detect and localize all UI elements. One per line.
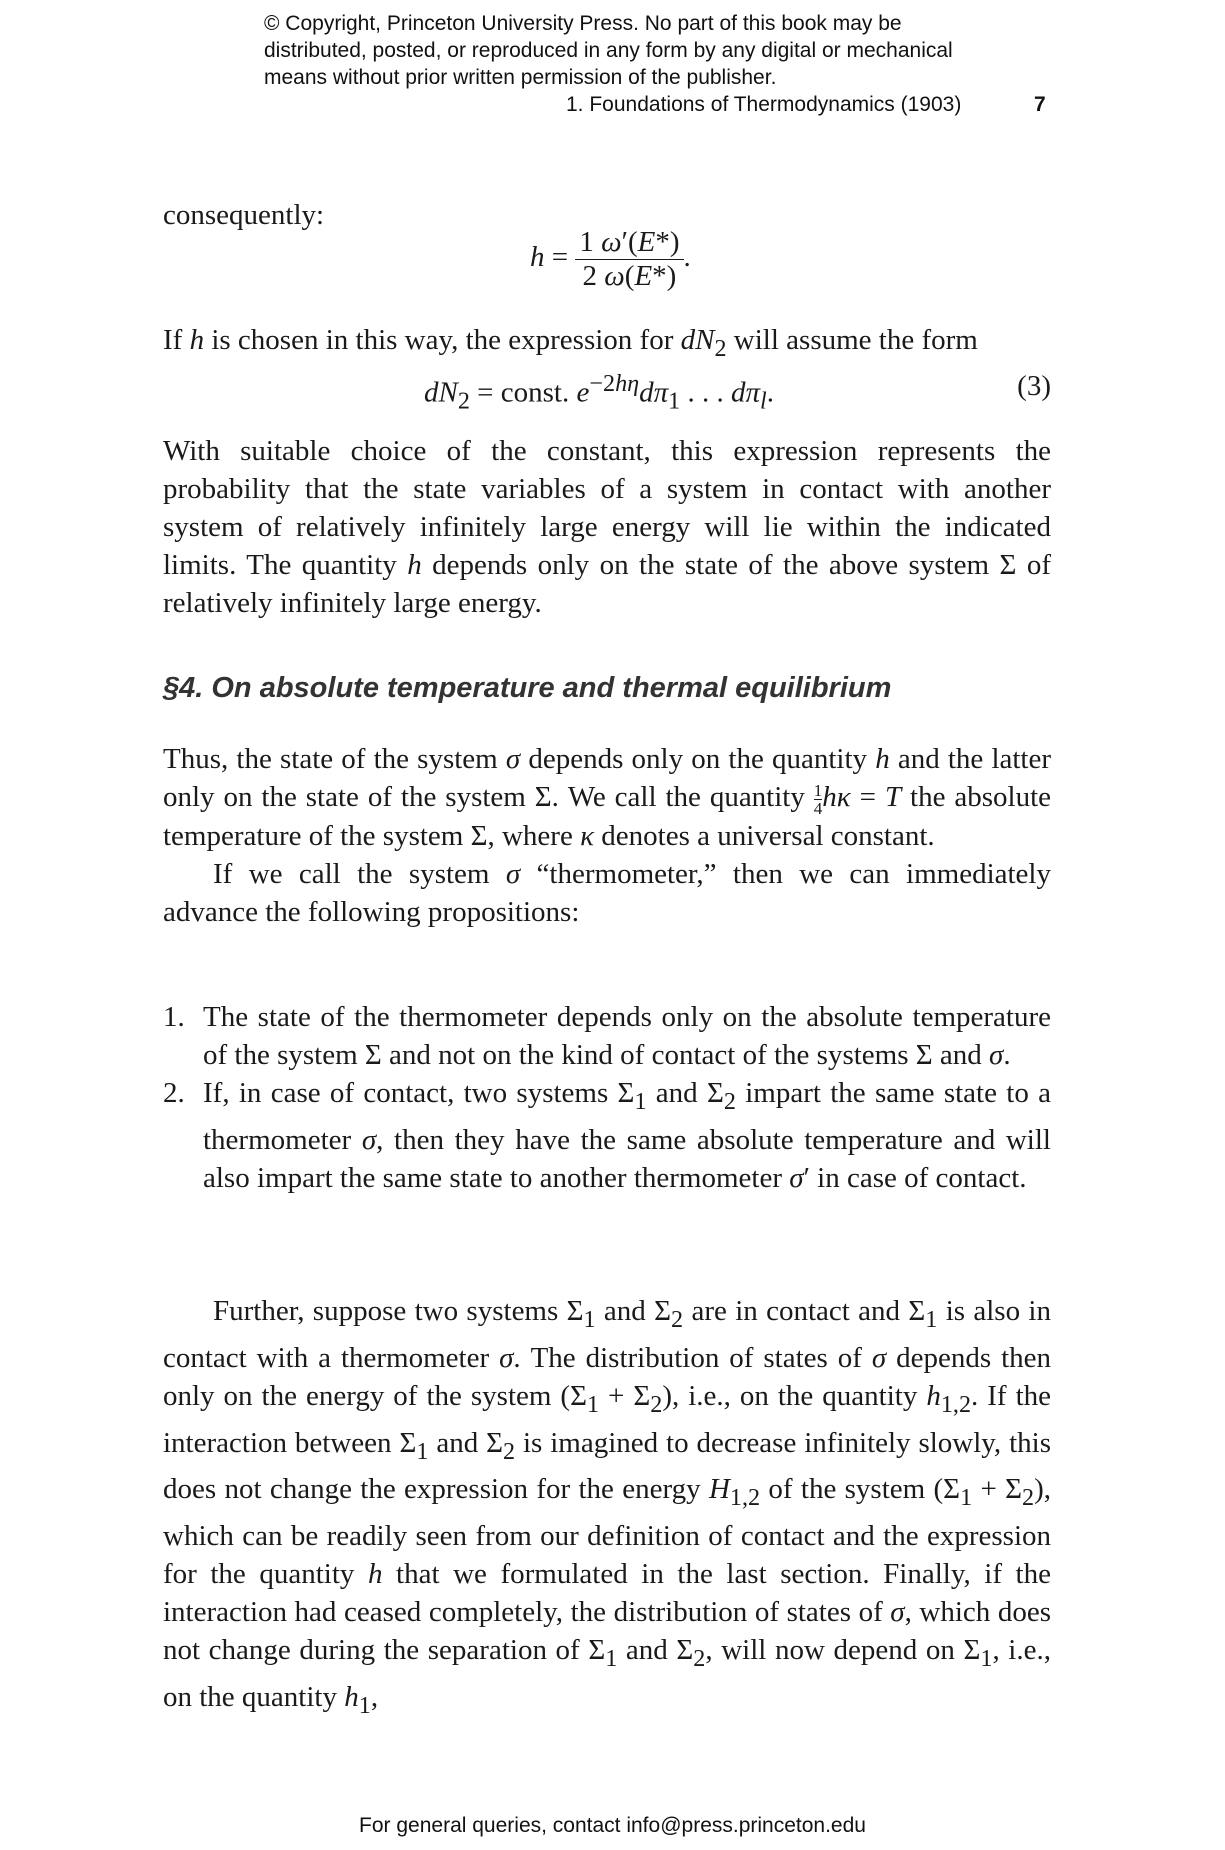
- page-number: 7: [1034, 93, 1046, 116]
- footer-contact: For general queries, contact info@press.princeton.edu: [359, 1814, 866, 1837]
- equation-number: (3): [1017, 370, 1051, 402]
- equation-3: $dN_2$ = const. $e^{-2h\eta}d\pi_1$ . . . $d\pi_l$.: [424, 370, 774, 415]
- list-item: 2. If, in case of contact, two systems $\Sigma_1$ and $\Sigma_2$ impart the same state to a thermometer σ, then they have the same absolute temperature and will also impart the same state to another thermometer σ′ in case of contact.: [163, 1077, 1051, 1194]
- equation-h: h = $\frac{1 \omega'(E*)}{2 \omega(E*)}$ .: [530, 226, 691, 292]
- if-h-line: If h is chosen in this way, the expression for $dN_2$ will assume the form: [163, 324, 978, 362]
- running-title: 1. Foundations of Thermodynamics (1903): [566, 93, 962, 116]
- paragraph-2: Thus, the state of the system σ depends only on the quantity h and the latter only on the state of the system Σ. We call the quantity $\frac{1}{4}$ hκ = T the absolute temperature of the system Σ, where κ denotes a universal constant. If we call the system σ “thermometer,” then we can immediately advance the following propositions:: [163, 743, 1052, 928]
- paragraph-4: Further, suppose two systems $\Sigma_1$ and $\Sigma_2$ are in contact and $\Sigma_1$ is also in contact with a thermometer σ. The distribution of states of σ depends then only on the energy of the system $(\Sigma_1 + \Sigma_2)$, i.e., on the quantity $h_{1,2}$. If the interaction between $\Sigma_1$ and $\Sigma_2$ is imagined to decrease infinitely slowly, this does not change the expression for the energy $H_{1,2}$ of the system $(\Sigma_1 + \Sigma_2)$, which can be readily seen from our definition of contact and the expression for the quantity h that we formulated in the last section. Finally, if the interaction had ceased completely, the distribution of states of σ, which does not change during the separation of $\Sigma_1$ and $\Sigma_2$, will now depend on $\Sigma_1$, i.e., on the quantity $h_1$,: [163, 1295, 1052, 1719]
- list-item: 1. The state of the thermometer depends only on the absolute temperature of the system Σ and not on the kind of contact of the systems Σ and σ.: [163, 1001, 1051, 1071]
- propositions-list: [163, 998, 1051, 1197]
- paragraph-1: With suitable choice of the constant, this expression represents the probability that the state variables of a system in contact with another system of relatively infinitely large energy will lie within the indicated limits. The quantity h depends only on the state of the above system Σ of relatively infinitely large energy.: [163, 435, 1051, 619]
- section-heading: §4. On absolute temperature and thermal equilibrium: [163, 672, 892, 704]
- copyright-notice: © Copyright, Princeton University Press. No part of this book may be distributed, posted, or reproduced in any form by any digital or mechanical means without prior written permission of the publisher.: [264, 12, 953, 89]
- consequently-text: consequently:: [163, 199, 325, 231]
